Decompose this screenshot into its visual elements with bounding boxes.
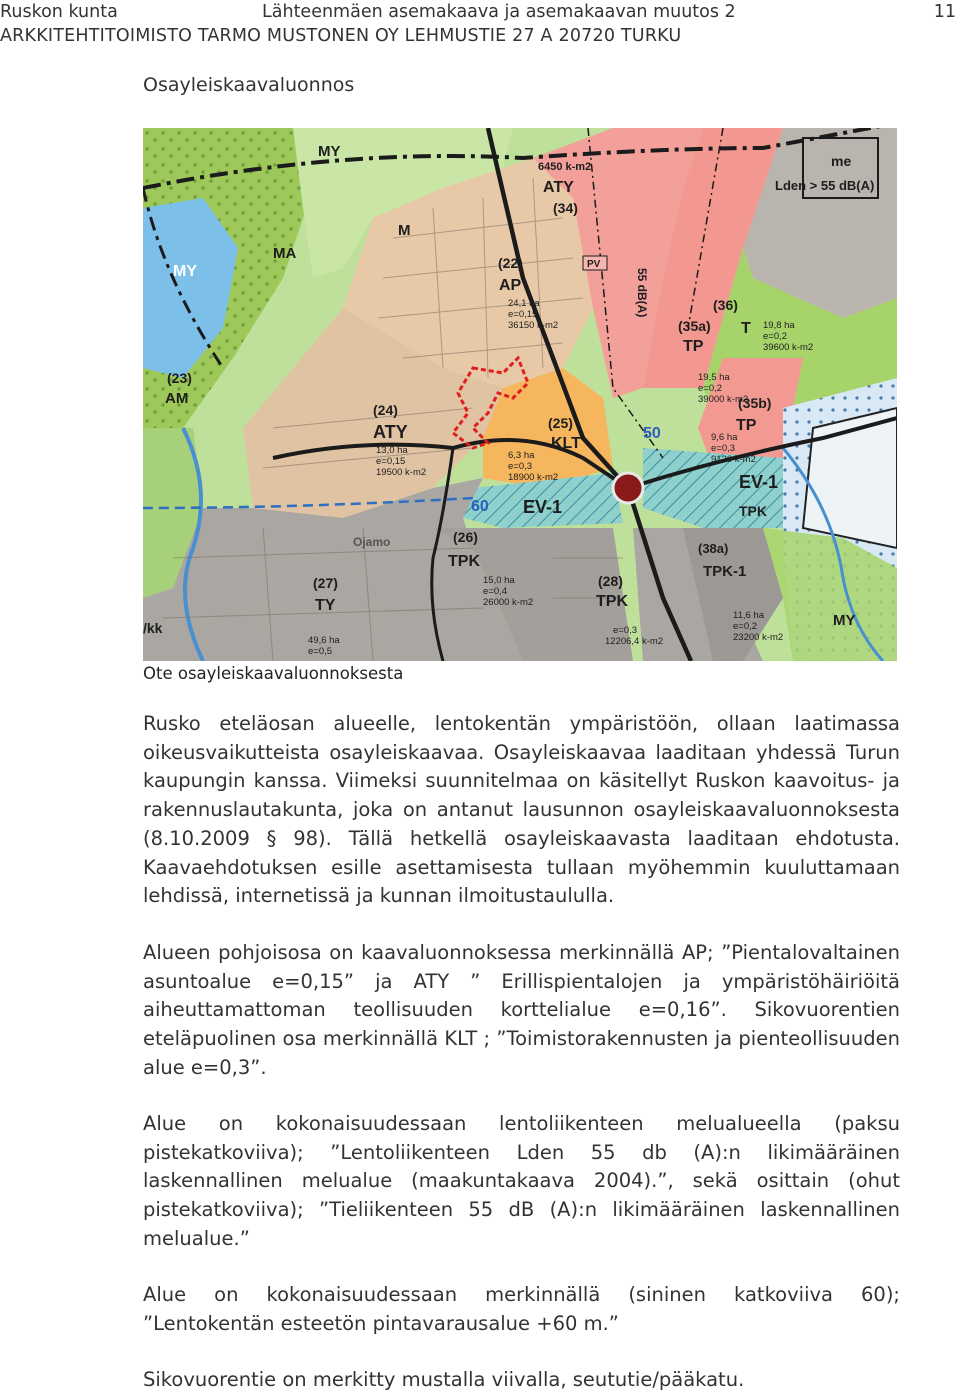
label-ha1c: 36150 k-m2 bbox=[508, 320, 559, 331]
label-road-55: 55 dB(A) bbox=[635, 268, 649, 318]
label-ha7c: 26000 k-m2 bbox=[483, 597, 534, 608]
label-tp-2: TP bbox=[736, 417, 757, 434]
label-22: (22) bbox=[498, 255, 523, 271]
label-ha11: 6450 k-m2 bbox=[538, 161, 592, 173]
label-50: 50 bbox=[643, 425, 661, 442]
label-ty: TY bbox=[315, 597, 336, 614]
label-36: (36) bbox=[713, 297, 738, 313]
section-title: Osayleiskaavaluonnos bbox=[143, 74, 355, 96]
label-tpk-1: TPK bbox=[739, 503, 767, 519]
label-27: (27) bbox=[313, 575, 338, 591]
label-ha5: 19,5 ha bbox=[698, 372, 730, 383]
label-ev1-b: EV-1 bbox=[739, 472, 779, 492]
paragraph-4: Alue on kokonaisuudessaan merkinnällä (sininen katkoviiva 60); ”Lentokentän esteetön pintavarausalue +60 m.” bbox=[143, 1283, 900, 1335]
label-lden: Lden > 55 dB(A) bbox=[775, 178, 875, 193]
label-ha9c: 23200 k-m2 bbox=[733, 632, 784, 643]
label-60: 60 bbox=[471, 498, 489, 515]
paragraph-1: Rusko eteläosan alueelle, lentokentän ympäristöön, ollaan laatimassa oikeusvaikutteista osayleiskaavaa. Osayleiskaavaa laaditaan yhdessä Turun kaupungin kanssa. Viimeksi suunnitelmaa on käsitellyt Ruskon kaavoitus- ja rakennuslautakunta, joka on antanut lausunnon osayleiskaavaluonnoksesta (8.10.2009 § 98). Tällä hetkellä osayleiskaavasta laaditaan ehdotusta. Kaavaehdotuksen esille asettamisesta tullaan myöhemmin kuuluttamaan lehdissä, internetissä ja kunnan ilmoitustaululla. bbox=[143, 712, 900, 908]
label-my-2: MY bbox=[173, 263, 197, 280]
label-ojamo: Ojamo bbox=[353, 535, 391, 549]
label-ap: AP bbox=[499, 277, 522, 294]
label-25: (25) bbox=[548, 415, 573, 431]
label-ha9: 11,6 ha bbox=[733, 610, 764, 621]
label-me: me bbox=[831, 153, 852, 169]
label-ha1: 24,1 ha bbox=[508, 298, 540, 309]
label-my-1: MY bbox=[318, 143, 341, 160]
label-ha6c: 9120 k-m2 bbox=[711, 454, 756, 465]
label-ha4c: 39600 k-m2 bbox=[763, 342, 814, 353]
label-t: T bbox=[741, 320, 751, 337]
paragraph-3: Alue on kokonaisuudessaan lentoliikenteen melualueella (paksu pistekatkoviiva); ”Lentoliikenteen Lden 55 db (A):n likimääräinen laskennallinen melualue (maakuntakaava 2004).”, sekä osittain (ohut pistekatkoviiva); ”Tieliikenteen 55 dB (A):n likimääräinen laskennallinen melualue.” bbox=[143, 1112, 900, 1250]
paragraph-2: Alueen pohjoisosa on kaavaluonnoksessa merkinnällä AP; ”Pientalovaltainen asuntoalue e=0,15” ja ATY ” Erillispientalojen ja ympäristöhäiriöitä aiheuttamattoman teollisuuden korttelialue e=0,16”. Sikovuorentien eteläpuolinen osa merkinnällä KLT ; ”Toimistorakennusten ja pienteollisuuden alue e=0,3”. bbox=[143, 941, 900, 1079]
zoning-map-svg bbox=[143, 128, 897, 661]
label-ha8: 49,6 ha bbox=[308, 635, 340, 646]
label-38a: (38a) bbox=[698, 541, 729, 556]
label-aty-top: ATY bbox=[543, 179, 574, 196]
label-ha1b: e=0,15 bbox=[508, 309, 538, 320]
label-kk: /kk bbox=[143, 620, 163, 636]
page-header bbox=[0, 0, 960, 52]
label-35b: (35b) bbox=[738, 395, 772, 411]
header-municipality: Ruskon kunta bbox=[0, 2, 118, 22]
label-my-ma: MA bbox=[273, 245, 297, 262]
label-tpk1b: TPK-1 bbox=[703, 563, 747, 580]
label-24: (24) bbox=[373, 402, 398, 418]
label-ha7: 15,0 ha bbox=[483, 575, 515, 586]
label-ha3b: e=0,3 bbox=[508, 461, 533, 472]
label-23: (23) bbox=[167, 370, 192, 386]
label-ha6b: e=0,3 bbox=[711, 443, 736, 454]
label-pv: PV bbox=[587, 259, 601, 270]
paragraph-5: Sikovuorentie on merkitty mustalla viivalla, seututie/pääkatu. bbox=[143, 1368, 745, 1391]
label-ha2c: 19500 k-m2 bbox=[376, 467, 427, 478]
label-ha5c: 39000 k-m2 bbox=[698, 394, 749, 405]
label-ha9b: e=0,2 bbox=[733, 621, 758, 632]
label-ev1-a: EV-1 bbox=[523, 497, 563, 517]
label-26: (26) bbox=[453, 529, 478, 545]
page-number: 11 bbox=[933, 2, 956, 22]
label-klt: KLT bbox=[551, 435, 581, 452]
label-ha6: 9,6 ha bbox=[711, 432, 738, 443]
label-tpk-3: TPK bbox=[596, 593, 628, 610]
label-ha10: e=0,3 bbox=[613, 625, 638, 636]
label-ha2b: e=0,15 bbox=[376, 456, 406, 467]
label-ha5b: e=0,2 bbox=[698, 383, 723, 394]
zoning-map bbox=[143, 128, 897, 661]
label-am: AM bbox=[165, 390, 189, 407]
label-ha3c: 18900 k-m2 bbox=[508, 472, 559, 483]
label-tp-1: TP bbox=[683, 338, 704, 355]
intersection-marker bbox=[613, 473, 643, 503]
label-ha7b: e=0,4 bbox=[483, 586, 508, 597]
label-ha8b: e=0,5 bbox=[308, 646, 333, 657]
label-m: M bbox=[398, 222, 411, 239]
label-aty-mid: ATY bbox=[373, 422, 408, 442]
header-office: ARKKITEHTITOIMISTO TARMO MUSTONEN OY LEHMUSTIE 27 A 20720 TURKU bbox=[0, 26, 682, 46]
label-35a: (35a) bbox=[678, 318, 711, 334]
label-ha3: 6,3 ha bbox=[508, 450, 535, 461]
label-34: (34) bbox=[553, 200, 578, 216]
map-caption: Ote osayleiskaavaluonnoksesta bbox=[143, 664, 404, 683]
label-ha10b: 12206,4 k-m2 bbox=[605, 636, 664, 647]
label-ha2: 13,0 ha bbox=[376, 445, 408, 456]
label-tpk-2: TPK bbox=[448, 553, 480, 570]
label-ha4b: e=0,2 bbox=[763, 331, 788, 342]
label-ha4: 19,8 ha bbox=[763, 320, 795, 331]
label-my-3: MY bbox=[833, 612, 856, 629]
header-document-title: Lähteenmäen asemakaava ja asemakaavan muutos 2 bbox=[262, 2, 736, 22]
label-28: (28) bbox=[598, 573, 623, 589]
